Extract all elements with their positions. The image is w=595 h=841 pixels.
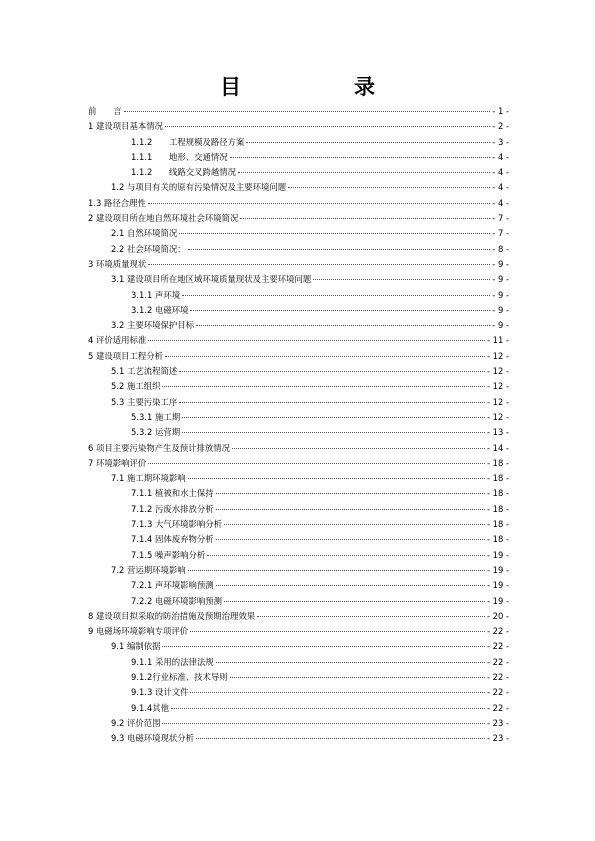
toc-entry-label: 5.3.1 施工期 — [131, 411, 181, 422]
toc-entry-page-number: - 9 - — [492, 320, 509, 331]
toc-entry-label: 9.1.2行业标准、技术导则 — [131, 671, 228, 682]
toc-entry-page-number: - 22 - — [486, 687, 509, 698]
dot-leader — [182, 295, 490, 296]
dot-leader — [238, 172, 490, 173]
toc-entry-page-number: - 22 - — [486, 656, 509, 667]
toc-entry-label: 2.1 自然环境简况 — [111, 228, 178, 239]
toc-entry[interactable] — [88, 395, 509, 410]
toc-entry-page-number: - 9 - — [492, 304, 509, 315]
dot-leader — [207, 555, 485, 556]
toc-entry-label: 5.3.2 运营期 — [131, 427, 181, 438]
toc-entry[interactable] — [88, 609, 509, 624]
dot-leader — [165, 126, 490, 127]
toc-entry[interactable] — [88, 211, 509, 226]
toc-entry-page-number: - 18 - — [486, 488, 509, 499]
toc-entry-label: 9.1.3 设计文件 — [131, 687, 189, 698]
dot-leader — [162, 646, 484, 647]
toc-entry-label: 3.1.2 电磁环境 — [131, 304, 189, 315]
toc-entry-label: 5.3 主要污染工序 — [111, 396, 178, 407]
toc-entry-label: 7.1.3 大气环境影响分析 — [131, 519, 222, 530]
toc-entry-page-number: - 22 - — [486, 702, 509, 713]
dot-leader — [148, 264, 490, 265]
dot-leader — [224, 524, 485, 525]
dot-leader — [246, 142, 490, 143]
toc-entry-label: 1.1.1 地形、交通情况 — [131, 151, 228, 162]
toc-entry-page-number: - 4 - — [492, 151, 509, 162]
dot-leader — [313, 279, 490, 280]
dot-leader — [148, 340, 485, 341]
toc-entry-label: 7.1.2 污废水排放分析 — [131, 503, 214, 514]
dot-leader — [179, 402, 485, 403]
toc-entry[interactable] — [88, 685, 509, 700]
dot-leader — [232, 448, 485, 449]
toc-entry-page-number: - 4 - — [492, 167, 509, 178]
toc-entry-label: 9.3 电磁环境现状分析 — [111, 733, 194, 744]
toc-entry-page-number: - 4 - — [492, 197, 509, 208]
toc-entry-label: 1.1.2 线路交叉跨越情况 — [131, 167, 237, 178]
toc-entry-label: 3.2 主要环境保护目标 — [111, 320, 194, 331]
toc-entry[interactable] — [88, 502, 509, 517]
dot-leader — [162, 723, 484, 724]
toc-entry[interactable] — [88, 471, 509, 486]
toc-entry-label: 4 评价适用标准 — [88, 335, 147, 346]
dot-leader — [230, 157, 491, 158]
toc-entry-label: 前 言 — [88, 106, 122, 116]
toc-entry-page-number: - 20 - — [486, 610, 509, 621]
dot-leader — [224, 601, 485, 602]
toc-entry-label: 8 建设项目拟采取的防治措施及预期治理效果 — [88, 610, 256, 621]
toc-entry-label: 9.2 评价范围 — [111, 717, 161, 728]
dot-leader — [188, 570, 485, 571]
dot-leader — [188, 249, 491, 250]
toc-entry[interactable] — [88, 701, 509, 716]
dot-leader — [182, 417, 485, 418]
toc-entry-page-number: - 12 - — [486, 381, 509, 392]
toc-entry-label: 1.3 路径合理性 — [88, 197, 146, 208]
toc-entry-label: 1.2 与项目有关的原有污染情况及主要环境问题 — [111, 182, 287, 193]
toc-entry[interactable] — [88, 486, 509, 501]
table-of-contents — [88, 104, 509, 746]
toc-entry-label: 1 建设项目基本情况 — [88, 121, 163, 132]
toc-entry[interactable] — [88, 257, 509, 272]
toc-entry-label: 9.1.4其他 — [131, 702, 170, 713]
toc-entry[interactable] — [88, 456, 509, 471]
dot-leader — [216, 509, 485, 510]
toc-entry-page-number: - 3 - — [492, 136, 509, 147]
toc-entry-label: 7 环境影响评价 — [88, 457, 147, 468]
toc-entry[interactable] — [88, 104, 509, 119]
toc-entry-label: 5.1 工艺流程简述 — [111, 366, 178, 377]
toc-entry-label: 7.1.5 噪声影响分析 — [131, 549, 206, 560]
toc-entry[interactable] — [88, 180, 509, 195]
dot-leader — [171, 708, 485, 709]
toc-entry-page-number: - 9 - — [492, 289, 509, 300]
dot-leader — [162, 386, 484, 387]
toc-entry-label: 7.2.2 电磁环境影响预测 — [131, 595, 222, 606]
toc-entry-page-number: - 12 - — [486, 366, 509, 377]
toc-entry-page-number: - 12 - — [486, 411, 509, 422]
toc-entry-page-number: - 13 - — [486, 427, 509, 438]
toc-entry-page-number: - 8 - — [492, 243, 509, 254]
toc-entry[interactable] — [88, 379, 509, 394]
toc-entry-label: 3.1.1 声环境 — [131, 289, 181, 300]
toc-entry-label: 5.2 施工组织 — [111, 381, 161, 392]
toc-entry-label: 9.1 编制依据 — [111, 641, 161, 652]
dot-leader — [257, 616, 485, 617]
dot-leader — [190, 631, 485, 632]
toc-entry-label: 1.1.2 工程规模及路径方案 — [131, 136, 245, 147]
toc-entry[interactable] — [88, 410, 509, 425]
dot-leader — [196, 325, 490, 326]
toc-entry[interactable] — [88, 532, 509, 547]
dot-leader — [124, 111, 491, 112]
dot-leader — [216, 539, 485, 540]
toc-entry-page-number: - 12 - — [486, 350, 509, 361]
toc-entry-page-number: - 18 - — [486, 519, 509, 530]
dot-leader — [230, 677, 485, 678]
dot-leader — [190, 310, 490, 311]
toc-entry[interactable] — [88, 303, 509, 318]
toc-entry-page-number: - 18 - — [486, 457, 509, 468]
toc-entry-label: 7.1.4 固体废弃物分析 — [131, 534, 214, 545]
toc-entry[interactable] — [88, 655, 509, 670]
dot-leader — [288, 187, 490, 188]
toc-entry-label: 5 建设项目工程分析 — [88, 350, 163, 361]
toc-entry-page-number: - 22 - — [486, 626, 509, 637]
dot-leader — [216, 585, 485, 586]
toc-entry[interactable] — [88, 441, 509, 456]
toc-entry[interactable] — [88, 349, 509, 364]
toc-entry-page-number: - 22 - — [486, 641, 509, 652]
toc-entry[interactable] — [88, 318, 509, 333]
toc-entry-label: 6 项目主要污染物产生及预计排放情况 — [88, 442, 230, 453]
dot-leader — [216, 493, 485, 494]
toc-entry-page-number: - 4 - — [492, 182, 509, 193]
toc-entry-label: 7.1 施工期环境影响 — [111, 473, 186, 484]
dot-leader — [216, 662, 485, 663]
toc-entry-label: 7.1.1 植被和水土保持 — [131, 488, 214, 499]
toc-entry[interactable] — [88, 242, 509, 257]
toc-entry[interactable] — [88, 731, 509, 746]
toc-entry[interactable] — [88, 226, 509, 241]
toc-entry-page-number: - 2 - — [492, 121, 509, 132]
toc-entry[interactable] — [88, 594, 509, 609]
toc-entry-label: 3.1 建设项目所在地区域环境质量现状及主要环境问题 — [111, 274, 312, 285]
toc-entry-page-number: - 7 - — [492, 213, 509, 224]
toc-entry-page-number: - 14 - — [486, 442, 509, 453]
toc-entry-page-number: - 22 - — [486, 671, 509, 682]
toc-entry-page-number: - 23 - — [486, 733, 509, 744]
toc-entry-page-number: - 19 - — [486, 564, 509, 575]
dot-leader — [179, 233, 490, 234]
toc-entry-label: 3 环境质量现状 — [88, 258, 147, 269]
dot-leader — [240, 218, 490, 219]
toc-entry-page-number: - 18 - — [486, 473, 509, 484]
toc-entry-page-number: - 1 - — [492, 106, 509, 116]
toc-entry[interactable] — [88, 517, 509, 532]
toc-entry-page-number: - 19 - — [486, 549, 509, 560]
toc-entry-label: 7.2.1 声环境影响预测 — [131, 580, 214, 591]
dot-leader — [179, 371, 485, 372]
dot-leader — [182, 432, 485, 433]
toc-entry[interactable] — [88, 425, 509, 440]
toc-entry-label: 9 电磁场环境影响专项评价 — [88, 626, 189, 637]
toc-entry[interactable] — [88, 364, 509, 379]
toc-entry-page-number: - 19 - — [486, 580, 509, 591]
toc-entry[interactable] — [88, 288, 509, 303]
page-title: 目 录 — [220, 75, 421, 99]
dot-leader — [148, 463, 485, 464]
toc-entry[interactable] — [88, 578, 509, 593]
toc-entry[interactable] — [88, 150, 509, 165]
dot-leader — [196, 738, 485, 739]
toc-entry-page-number: - 11 - — [486, 335, 509, 346]
toc-entry-page-number: - 18 - — [486, 534, 509, 545]
toc-entry-label: 2.2 社会环境简况： — [111, 243, 186, 254]
toc-entry-label: 7.2 营运期环境影响 — [111, 564, 186, 575]
toc-entry[interactable] — [88, 670, 509, 685]
toc-entry-page-number: - 7 - — [492, 228, 509, 239]
toc-entry-label: 9.1.1 采用的法律法规 — [131, 656, 214, 667]
dot-leader — [165, 356, 485, 357]
toc-entry[interactable] — [88, 196, 509, 211]
toc-entry[interactable] — [88, 624, 509, 639]
toc-entry-page-number: - 23 - — [486, 717, 509, 728]
toc-entry[interactable] — [88, 119, 509, 134]
toc-entry-page-number: - 9 - — [492, 258, 509, 269]
toc-entry[interactable] — [88, 548, 509, 563]
toc-entry[interactable] — [88, 135, 509, 150]
toc-entry-page-number: - 18 - — [486, 503, 509, 514]
toc-entry[interactable] — [88, 333, 509, 348]
toc-entry[interactable] — [88, 272, 509, 287]
toc-entry[interactable] — [88, 563, 509, 578]
toc-entry-label: 2 建设项目所在地自然环境社会环境简况 — [88, 213, 239, 224]
toc-entry-page-number: - 19 - — [486, 595, 509, 606]
dot-leader — [148, 203, 490, 204]
dot-leader — [190, 692, 484, 693]
toc-entry[interactable] — [88, 165, 509, 180]
toc-entry-page-number: - 12 - — [486, 396, 509, 407]
toc-entry[interactable] — [88, 716, 509, 731]
toc-entry[interactable] — [88, 639, 509, 654]
toc-entry-page-number: - 9 - — [492, 274, 509, 285]
dot-leader — [188, 478, 485, 479]
